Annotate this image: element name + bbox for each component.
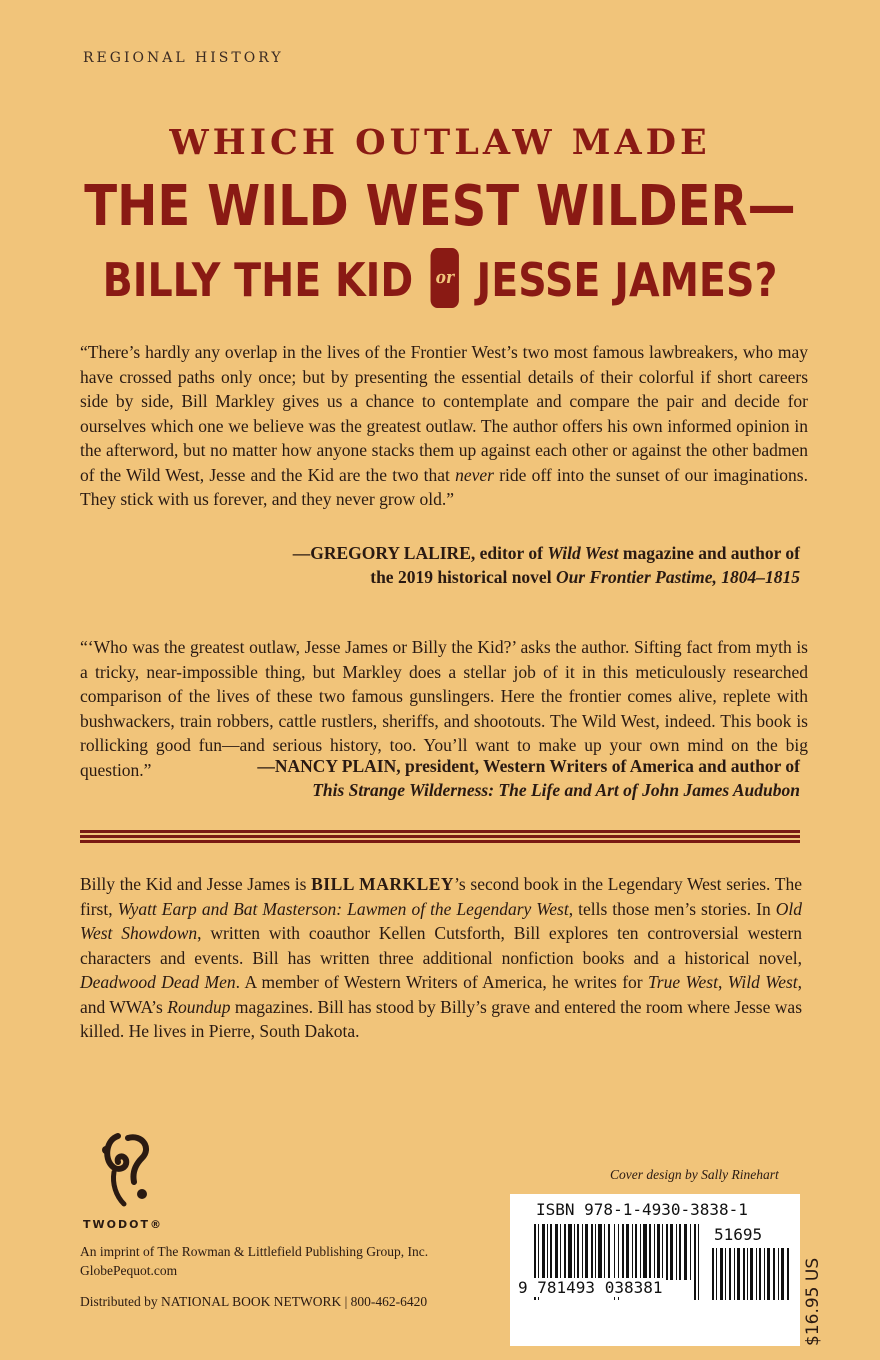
author-bio: Billy the Kid and Jesse James is BILL MARKLEY’s second book in the Legendary West series. The first, Wyatt Earp and Bat Masterson: Lawmen of the Legendary West, tells those men’s stories. In Old West Showdown, written with coauthor Kellen Cutsforth, Bill explores ten controversial western characters and events. Bill has written three additional nonfiction books and a historical novel, Deadwood Dead Men. A member of Western Writers of America, he writes for True West, Wild West, and WWA’s Roundup magazines. Bill has stood by Billy’s grave and entered the room where Jesse was killed. He lives in Pierre, South Dakota. <box>80 874 803 1041</box>
attribution-text: the 2019 historical novel <box>370 567 556 587</box>
attribution-text: magazine and author of <box>618 543 800 563</box>
isbn-label: ISBN 978-1-4930-3838-1 <box>536 1200 748 1219</box>
attribution-lalire <box>293 541 800 589</box>
attribution-title: This Strange Wilderness: The Life and Art of John James Audubon <box>312 780 800 800</box>
blurb-plain: “‘Who was the greatest outlaw, Jesse James or Billy the Kid?’ asks the author. Sifting fact from myth is a tricky, near-impossible thing, but Markley does a stellar job of it in this meticulously researched comparison of the lives of these two famous gunslingers. Here the frontier comes alive, replete with bushwackers, train robbers, cattle rustlers, sheriffs, and shootouts. The Wild West, indeed. This book is rollicking good fun—and serious history, too. You’ll want to make up your own mind on the big question.” <box>80 637 808 780</box>
price-code: 51695 <box>714 1225 763 1244</box>
imprint-info <box>80 1242 428 1280</box>
blurb-lalire <box>80 340 808 512</box>
category-label: REGIONAL HISTORY <box>83 50 284 66</box>
headline-jesse: JESSE JAMES? <box>476 253 778 307</box>
headline-billy: BILLY THE KID <box>102 253 414 307</box>
headline-line-2: THE WILD WEST WILDER— <box>84 174 796 239</box>
headline-line-1: WHICH OUTLAW MADE <box>169 122 711 163</box>
attribution-text: —NANCY PLAIN, president, Western Writers of America and author of <box>257 756 800 776</box>
or-badge: or <box>430 248 459 308</box>
barcode-digits: 9 781493 038381 <box>518 1278 663 1297</box>
blurb-text: ride off into the sunset of our imaginations. They stick with us forever, and they never grow old.” <box>80 464 808 509</box>
barcode <box>510 1194 800 1346</box>
divider-rule <box>80 830 800 844</box>
blurb-text: “There’s hardly any overlap in the lives of the Frontier West’s two most famous lawbreakers, who may have crossed paths only once; but by presenting the essential details of their colorful if short careers side by side, Bill Markley gives us a chance to contemplate and compare the pair and decide for ourselves which one we believe was the greatest outlaw. The author offers his own informed opinion in the afterword, but no matter how anyone stacks them up against each other or against the other badmen of the Wild West, Jesse and the Kid are the two that <box>80 342 808 485</box>
imprint-line: An imprint of The Rowman & Littlefield Publishing Group, Inc. <box>80 1244 429 1259</box>
headline-line-3 <box>62 250 819 314</box>
cover-credit: Cover design by Sally Rinehart <box>610 1167 779 1182</box>
twodot-logo-icon <box>98 1128 158 1217</box>
blurb-emphasis: never <box>455 464 494 485</box>
attribution-text: —GREGORY LALIRE, editor of <box>292 543 548 563</box>
author-name: BILL MARKLEY <box>311 874 455 894</box>
attribution-plain <box>257 754 800 802</box>
attribution-title: Our Frontier Pastime, 1804–1815 <box>555 567 800 587</box>
price-label: $16.95 US <box>803 1257 823 1346</box>
publisher-name: TWODOT® <box>83 1218 163 1231</box>
publisher-website: GlobePequot.com <box>80 1263 178 1278</box>
price-barcode-bars <box>712 1248 792 1300</box>
attribution-title: Wild West <box>547 543 619 563</box>
distribution-info: Distributed by NATIONAL BOOK NETWORK | 800-462-6420 <box>80 1294 428 1309</box>
